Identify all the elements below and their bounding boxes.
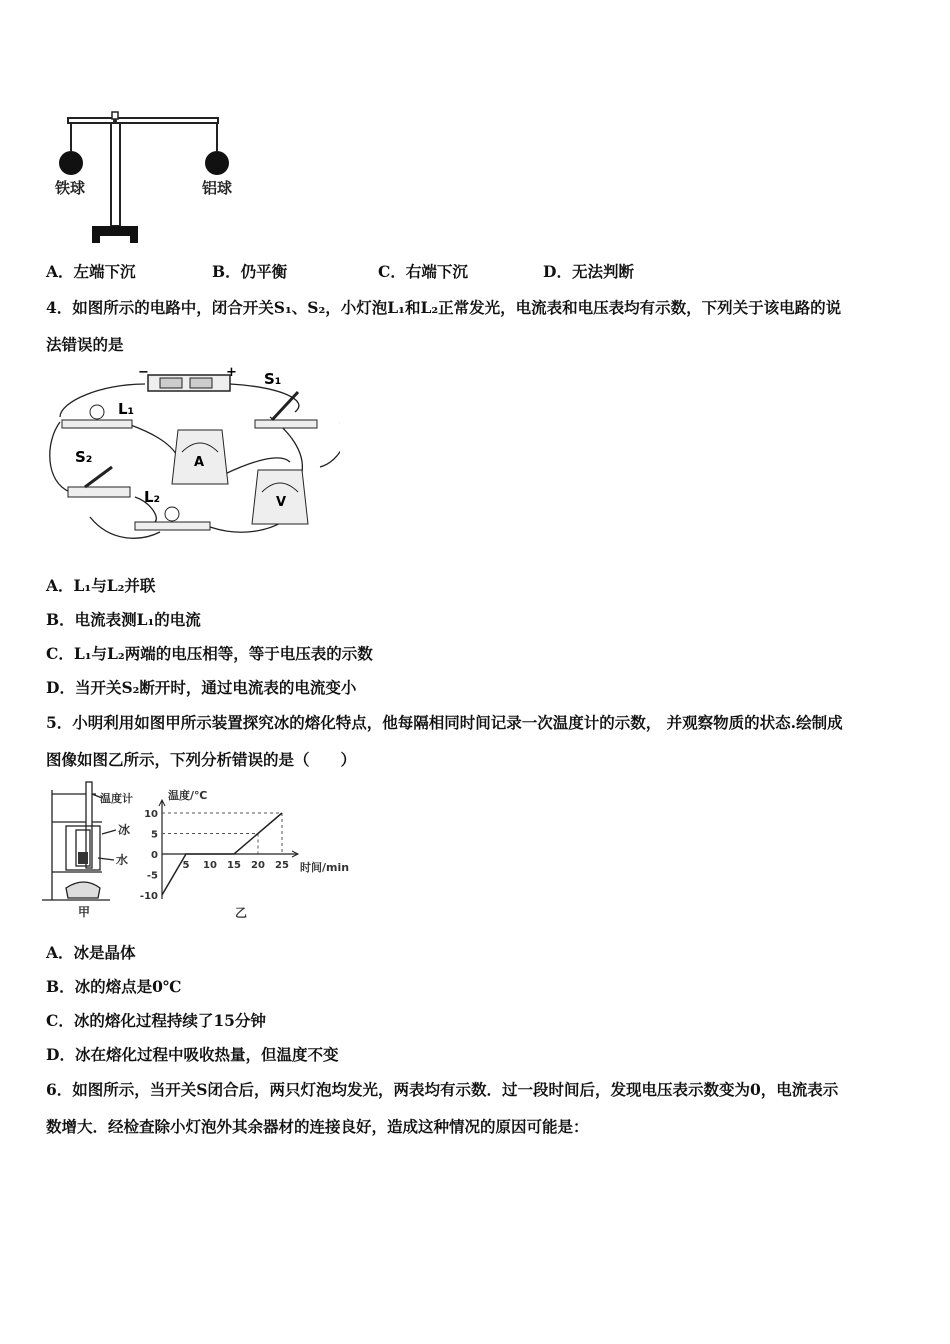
q4-option-c[interactable]: C．L₁与L₂两端的电压相等，等于电压表的示数 — [46, 644, 373, 663]
x-tick-label: 15 — [227, 860, 241, 871]
lamp-l2-board — [135, 522, 210, 530]
voltmeter-label: V — [276, 495, 287, 510]
q3-option-d[interactable]: D．无法判断 — [543, 262, 634, 281]
q4-stem-line1: 4．如图所示的电路中，闭合开关S₁、S₂，小灯泡L₁和L₂正常发光，电流表和电压表均有示数，下列关于该电路的说 — [46, 298, 842, 317]
y-tick-label: 0 — [151, 850, 158, 861]
thermometer-label: 温度计 — [100, 792, 133, 805]
stand-base — [92, 226, 138, 243]
guide-line-0 — [162, 834, 258, 855]
q4-stem-line2: 法错误的是 — [46, 335, 124, 354]
lever-stand — [111, 123, 120, 226]
lever-beam — [68, 118, 218, 123]
y-tick-label: -10 — [140, 891, 158, 902]
x-tick-label: 10 — [203, 860, 217, 871]
ice-label: 冰 — [118, 823, 131, 837]
q5-stem-line2: 图像如图乙所示，下列分析错误的是（ ） — [46, 750, 357, 769]
q5-option-b[interactable]: B．冰的熔点是0℃ — [46, 977, 182, 996]
water-label: 水 — [116, 853, 129, 867]
chart-xlabel: 时间/min — [300, 861, 350, 874]
aluminum-ball-label: 铝球 — [202, 179, 233, 197]
q5-option-a[interactable]: A．冰是晶体 — [46, 943, 136, 962]
y-tick-label: -5 — [146, 870, 158, 882]
battery-minus: − — [138, 365, 149, 380]
lamp-l1-board — [62, 420, 132, 428]
q5-stem-line1: 5．小明利用如图甲所示装置探究冰的熔化特点，他每隔相同时间记录一次温度计的示数， 并观察物质的状态.绘制成 — [46, 713, 843, 732]
chart-caption: 乙 — [235, 906, 248, 920]
x-tick-label: 25 — [275, 860, 289, 871]
l2-label: L₂ — [144, 488, 161, 506]
s1-label: S₁ — [264, 370, 282, 388]
lamp-l1 — [90, 405, 104, 419]
lever-balance-figure — [40, 105, 260, 250]
aluminum-ball — [205, 151, 229, 175]
iron-ball — [59, 151, 83, 175]
q4-option-b[interactable]: B．电流表测L₁的电流 — [46, 610, 201, 629]
x-tick-label: 5 — [182, 860, 190, 871]
q6-stem-line1: 6．如图所示，当开关S闭合后，两只灯泡均发光，两表均有示数．过一段时间后，发现电压表示数变为0，电流表示 — [46, 1080, 839, 1099]
y-tick-label: 10 — [144, 809, 158, 820]
s2-label: S₂ — [75, 448, 93, 466]
q4-option-d[interactable]: D．当开关S₂断开时，通过电流表的电流变小 — [46, 678, 357, 697]
apparatus-caption: 甲 — [78, 905, 91, 919]
x-tick-label: 20 — [251, 860, 265, 871]
q4-option-a[interactable]: A．L₁与L₂并联 — [46, 576, 156, 595]
iron-ball-label: 铁球 — [55, 179, 86, 197]
l1-label: L₁ — [118, 400, 135, 418]
battery-plus: + — [226, 365, 237, 380]
ice-sample — [78, 852, 88, 864]
y-tick-label: 5 — [151, 829, 158, 841]
ammeter-label: A — [194, 455, 205, 470]
lamp-l2 — [165, 507, 179, 521]
q3-option-a[interactable]: A．左端下沉 — [46, 262, 136, 281]
q3-option-b[interactable]: B．仍平衡 — [212, 262, 288, 281]
q6-stem-line2: 数增大．经检查除小灯泡外其余器材的连接良好，造成这种情况的原因可能是： — [46, 1117, 589, 1136]
q5-option-c[interactable]: C．冰的熔化过程持续了15分钟 — [46, 1011, 266, 1030]
q3-option-c[interactable]: C．右端下沉 — [378, 262, 468, 281]
switch-s2 — [68, 487, 130, 497]
circuit-figure — [40, 362, 340, 547]
switch-s1 — [255, 420, 317, 428]
melting-chart — [140, 785, 355, 925]
q5-option-d[interactable]: D．冰在熔化过程中吸收热量，但温度不变 — [46, 1045, 339, 1064]
apparatus-figure — [40, 780, 150, 920]
chart-ylabel: 温度/℃ — [168, 789, 208, 802]
